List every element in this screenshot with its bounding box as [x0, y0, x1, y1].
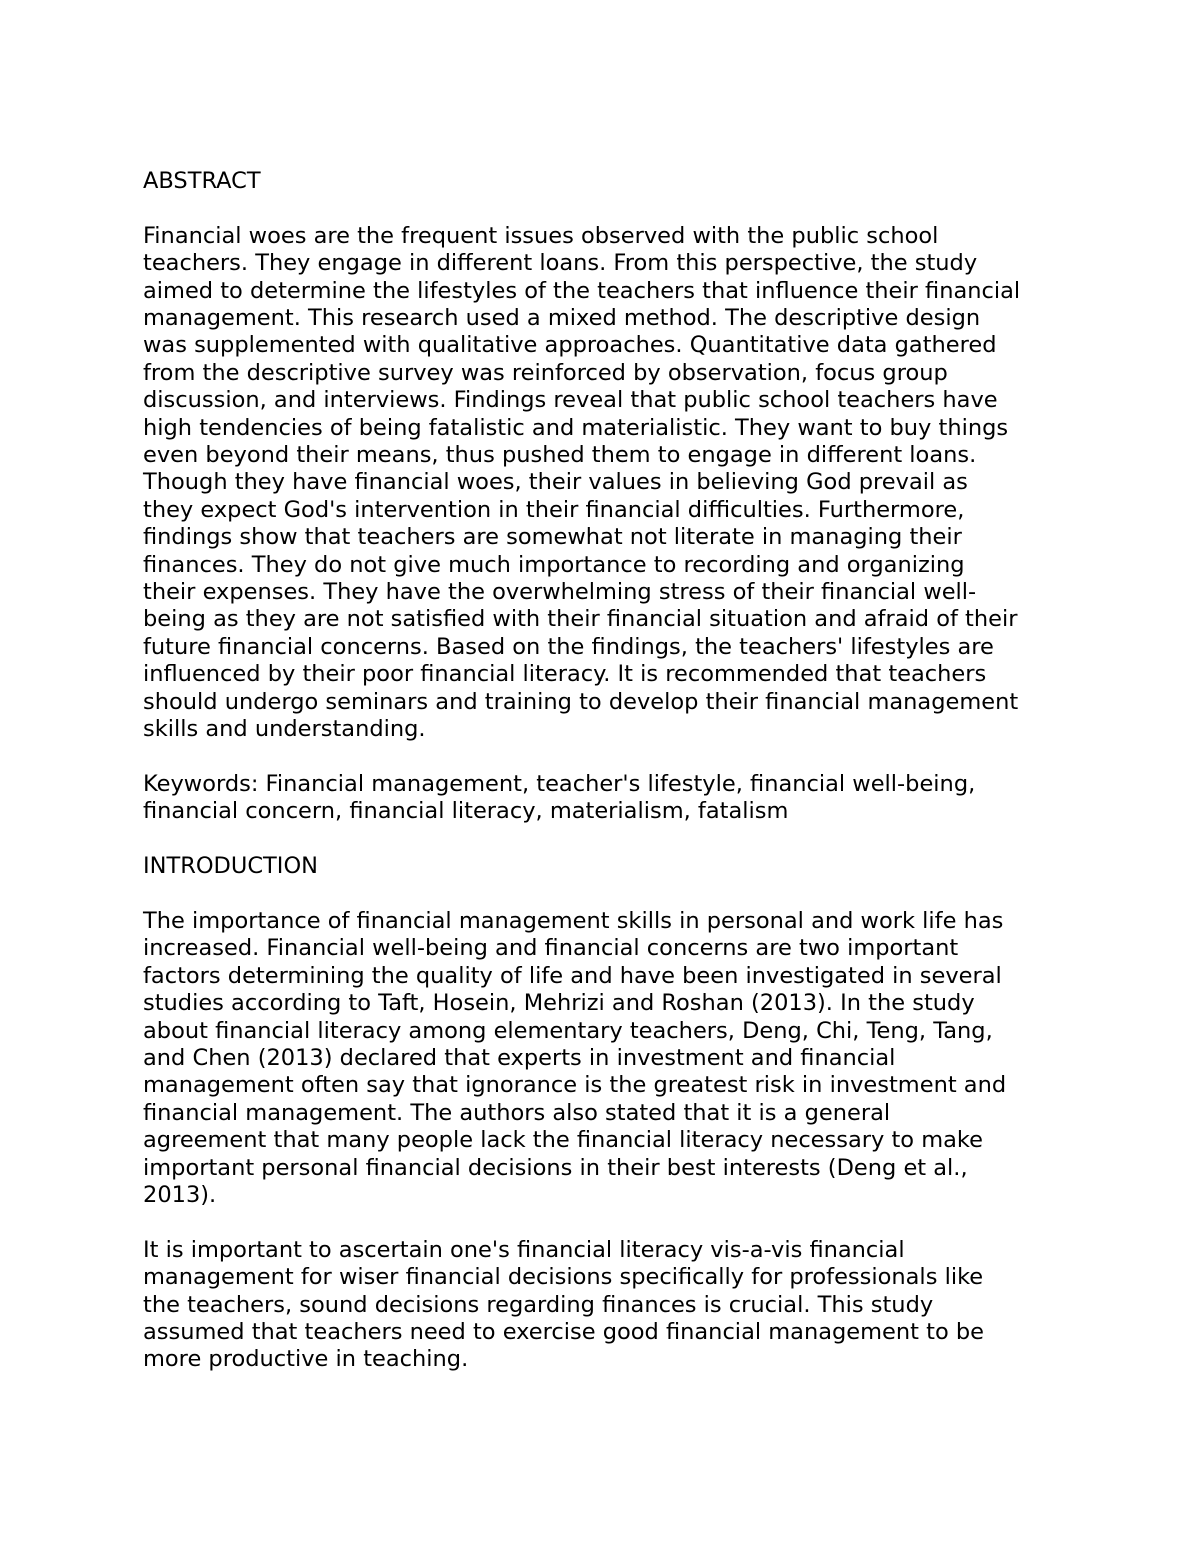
keywords-paragraph: Keywords: Financial management, teacher's lifestyle, financial well-being, financial concern, financial literacy, materialism, fatalism: [143, 770, 976, 825]
document-body: [143, 168, 1068, 1401]
abstract-heading: ABSTRACT: [143, 168, 261, 194]
introduction-paragraph-1: The importance of financial management skills in personal and work life has increased. Financial well-being and financial concerns are two important factors determining the quality of life and have been investigated in several studies according to Taft, Hosein, Mehrizi and Roshan (2013). In the study about financial literacy among elementary teachers, Deng, Chi, Teng, Tang, and Chen (2013) declared that experts in investment and financial management often say that ignorance is the greatest risk in investment and financial management. The authors also stated that it is a general agreement that many people lack the financial literacy necessary to make important personal financial decisions in their best interests (Deng et al., 2013).: [143, 907, 1007, 1208]
abstract-paragraph: Financial woes are the frequent issues observed with the public school teachers. They engage in different loans. From this perspective, the study aimed to determine the lifestyles of the teachers that influence their financial management. This research used a mixed method. The descriptive design was supplemented with qualitative approaches. Quantitative data gathered from the descriptive survey was reinforced by observation, focus group discussion, and interviews. Findings reveal that public school teachers have high tendencies of being fatalistic and materialistic. They want to buy things even beyond their means, thus pushed them to engage in different loans. Though they have financial woes, their values in believing God prevail as they expect God's intervention in their financial difficulties. Furthermore, findings show that teachers are somewhat not literate in managing their finances. They do not give much importance to recording and organizing their expenses. They have the overwhelming stress of their financial well- being as they are not satisfied with their financial situation and afraid of their future financial concerns. Based on the findings, the teachers' lifestyles are influenced by their poor financial literacy. It is recommended that teachers should undergo seminars and training to develop their financial management skills and understanding.: [143, 222, 1021, 743]
introduction-paragraph-2: It is important to ascertain one's financial literacy vis-a-vis financial management for wiser financial decisions specifically for professionals like the teachers, sound decisions regarding finances is crucial. This study assumed that teachers need to exercise good financial management to be more productive in teaching.: [143, 1236, 984, 1373]
introduction-heading: INTRODUCTION: [143, 853, 318, 880]
